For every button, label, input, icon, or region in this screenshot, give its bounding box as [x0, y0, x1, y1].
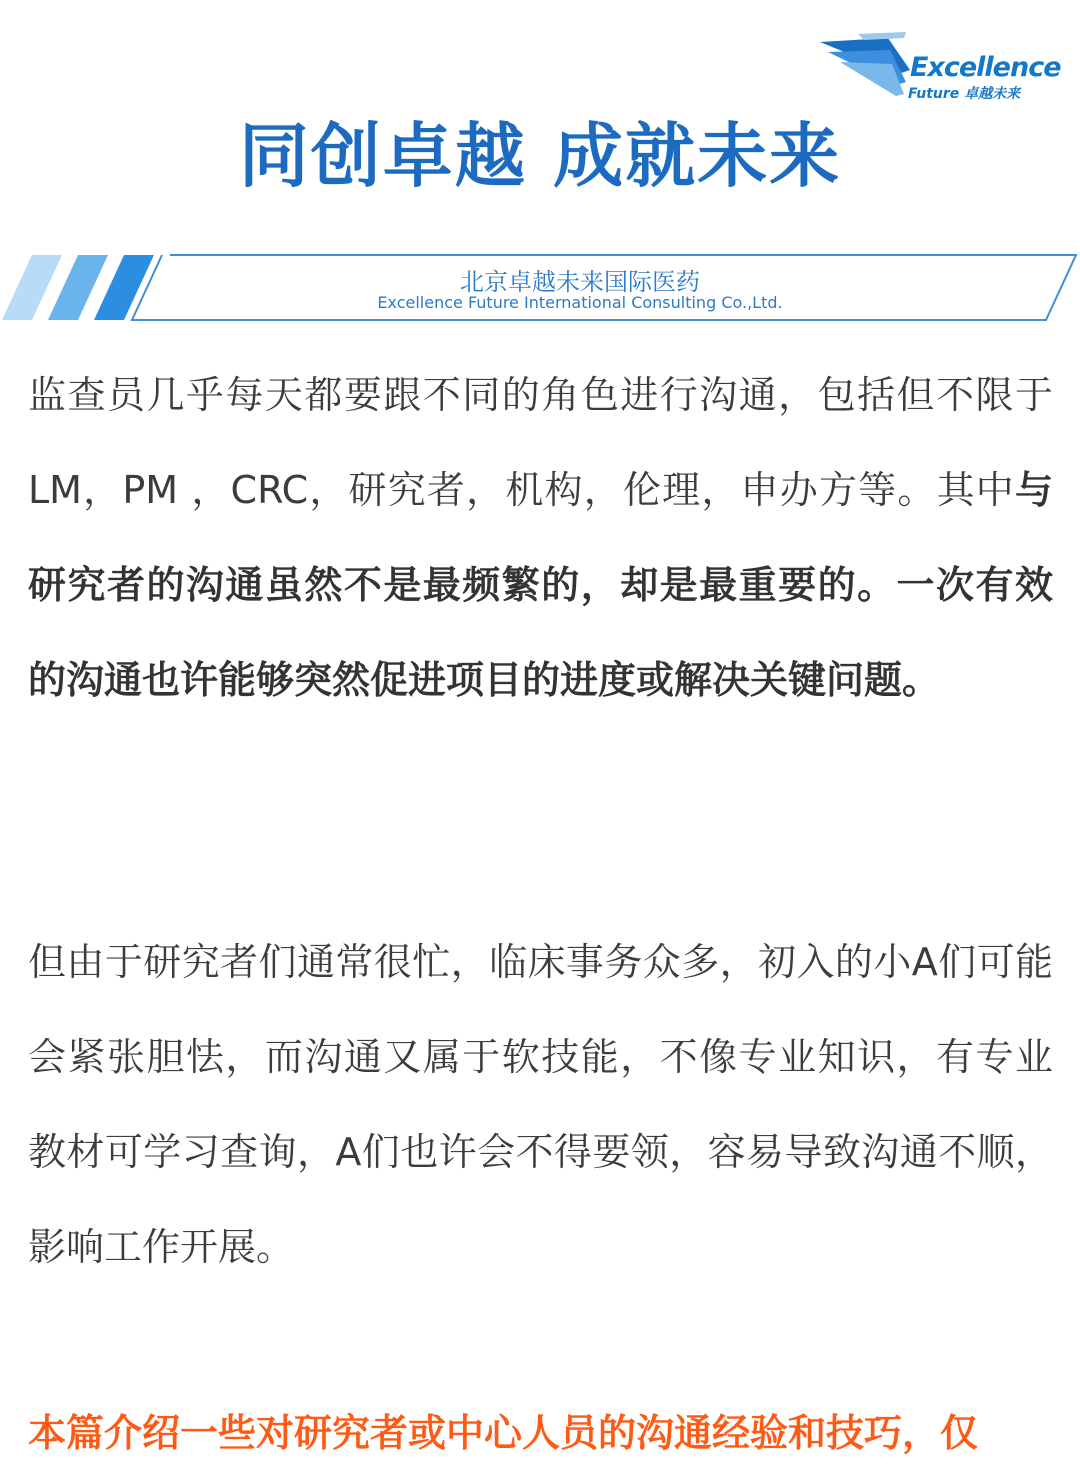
paragraph-3-highlight: 本篇介绍一些对研究者或中心人员的沟通经验和技巧，仅 [28, 1411, 979, 1455]
logo-subtitle-cn: 卓越未来 [964, 86, 1021, 102]
paragraph-2: 但由于研究者们通常很忙，临床事务众多，初入的小A们可能会紧张胆怯，而沟通又属于软技能，不像专业知识，有专业教材可学习查询，A们也许会不得要领，容易导致沟通不顺，影响工作开展。 [28, 940, 1053, 1269]
logo-subtitle-en: Future [908, 86, 960, 102]
logo-text: Excellence [910, 52, 1061, 83]
banner-company-cn-text: 北京卓越未来国际医药 [460, 268, 700, 296]
company-logo [818, 30, 1076, 105]
banner-company-cn [0, 262, 1080, 297]
banner-company-en [0, 293, 1080, 312]
page-slogan: 同创卓越 成就未来 [238, 115, 842, 197]
paragraph-1-normal: 监查员几乎每天都要跟不同的角色进行沟通，包括但不限于LM，PM ，CRC，研究者，机构，伦理，申办方等。其中 [28, 373, 1053, 512]
paragraph-1-bold: 与研究者的沟通虽然不是最频繁的，却是最重要的。一次有效的沟通也许能够突然促进项目的进度或解决关键问题。 [28, 468, 1053, 702]
paragraph-1 [28, 348, 1053, 728]
banner-company-en-text: Excellence Future International Consulting Co.,Ltd. [377, 293, 783, 312]
